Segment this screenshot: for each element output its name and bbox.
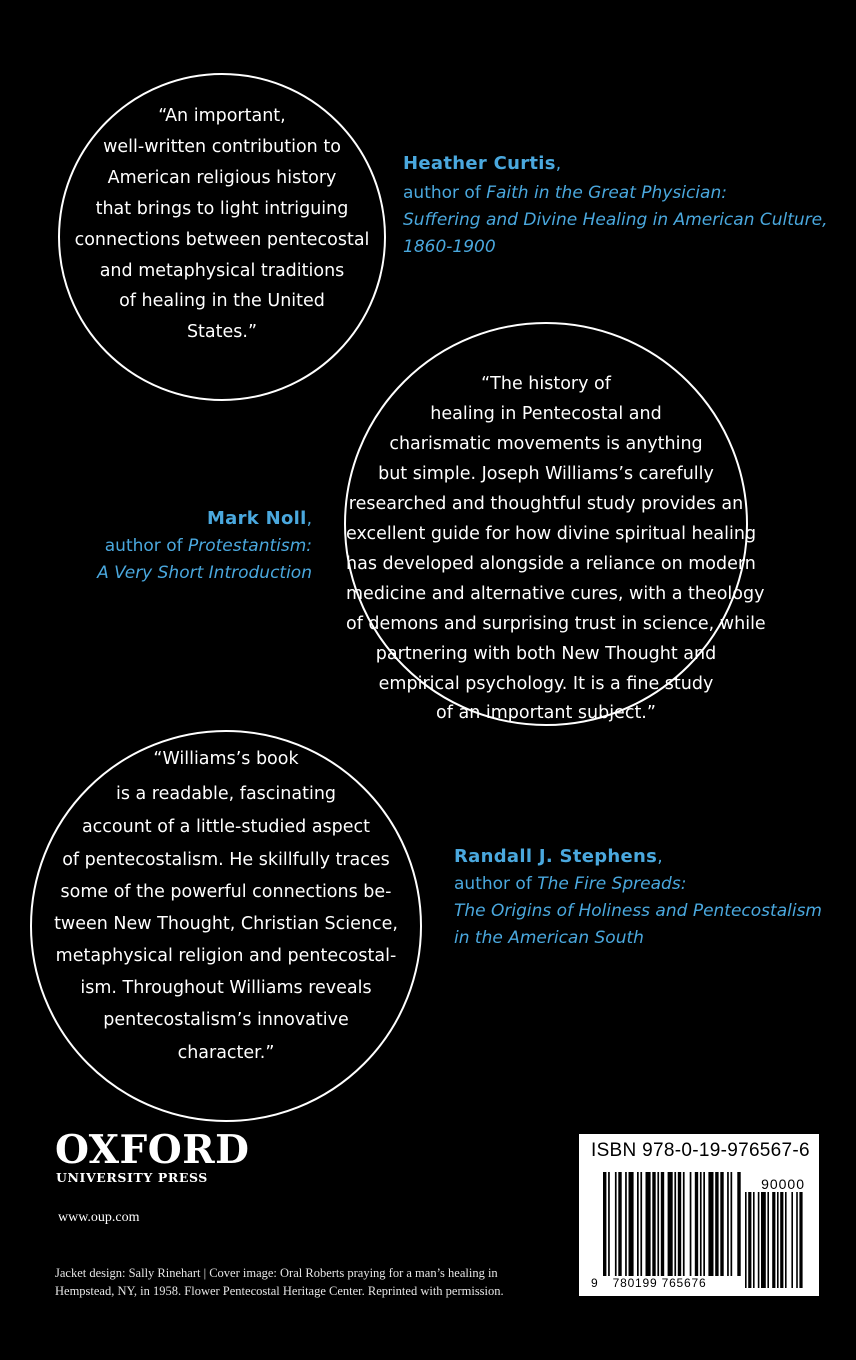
barcode-bar <box>625 1172 627 1276</box>
quote-2-line: but simple. Joseph Williams’s carefully <box>378 464 714 484</box>
barcode-bar <box>678 1172 681 1276</box>
ean-barcode-bars <box>579 1134 819 1296</box>
addon-barcode-bar <box>799 1192 802 1288</box>
barcode-bar <box>608 1172 610 1276</box>
barcode-bar <box>700 1172 702 1276</box>
quote-1-line: American religious history <box>107 168 337 188</box>
author-of-label: author of <box>104 536 188 556</box>
author-name-comma: , <box>657 847 663 867</box>
barcode-bar <box>657 1172 659 1276</box>
quote-1-line: connections between pentecostal <box>74 230 370 250</box>
quote-2-line: “The history of <box>481 374 611 394</box>
author-name-comma: , <box>555 154 562 174</box>
attribution-1-details <box>403 180 828 261</box>
publisher-url[interactable]: www.oup.com <box>58 1210 140 1225</box>
quote-2-line: researched and thoughtful study provides an <box>348 494 744 514</box>
barcode-digit-rest: 780199 765676 <box>612 1276 707 1290</box>
barcode-bar <box>708 1172 713 1276</box>
attribution-2 <box>97 505 312 587</box>
quote-circle-3 <box>30 730 422 1122</box>
addon-barcode-bar <box>767 1192 769 1288</box>
barcode-bar <box>603 1172 606 1276</box>
addon-barcode-bar <box>745 1192 747 1288</box>
book-title-line: The Fire Spreads: <box>537 874 687 894</box>
book-title-line: in the American South <box>454 928 644 948</box>
barcode-bar <box>690 1172 692 1276</box>
quote-2-line: partnering with both New Thought and <box>375 644 717 664</box>
book-title-line: The Origins of Holiness and Pentecostalism <box>454 901 822 921</box>
quote-3-line: some of the powerful connections be- <box>60 882 392 902</box>
attribution-3 <box>454 843 822 952</box>
publisher-logo-oxford: OXFORD <box>55 1127 250 1173</box>
barcode-bar <box>615 1172 617 1276</box>
quote-1-line: “An important, <box>158 106 286 126</box>
barcode-bar <box>683 1172 685 1276</box>
addon-barcode-bar <box>772 1192 775 1288</box>
barcode-bar <box>652 1172 655 1276</box>
barcode-bar <box>661 1172 664 1276</box>
barcode-bar <box>629 1172 634 1276</box>
author-name-comma: , <box>306 509 312 529</box>
quote-3-line: tween New Thought, Christian Science, <box>54 914 398 934</box>
price-code: 90000 <box>761 1176 805 1192</box>
credit-line-2: Hempstead, NY, in 1958. Flower Pentecostal Heritage Center. Reprinted with permission. <box>55 1284 504 1298</box>
quote-circle-2 <box>344 322 766 726</box>
barcode-bar <box>720 1172 723 1276</box>
addon-barcode-bar <box>791 1192 793 1288</box>
addon-barcode-bar <box>785 1192 787 1288</box>
quote-2-line: excellent guide for how divine spiritual healing <box>346 524 757 544</box>
quote-1-line: and metaphysical traditions <box>99 261 345 281</box>
barcode-bar <box>731 1172 733 1276</box>
jacket-credit <box>55 1264 575 1300</box>
addon-barcode-bar <box>777 1192 779 1288</box>
addon-barcode-bar <box>780 1192 783 1288</box>
isbn-barcode <box>579 1134 819 1296</box>
quote-3-line: account of a little-studied aspect <box>81 817 371 837</box>
author-name: Heather Curtis <box>403 153 556 174</box>
publisher-logo-press: UNIVERSITY PRESS <box>56 1170 208 1185</box>
quote-1-line: of healing in the United <box>119 291 325 311</box>
quote-3-line: metaphysical religion and pentecostal- <box>55 946 397 966</box>
quote-2-line: has developed alongside a reliance on modern <box>346 554 756 574</box>
quote-1-line: States.” <box>186 322 258 342</box>
credit-line-1: Jacket design: Sally Rinehart | Cover image: Oral Roberts praying for a man’s healing in <box>55 1266 498 1280</box>
quote-3-line: pentecostalism’s innovative <box>103 1010 349 1030</box>
barcode-digits <box>591 1276 706 1290</box>
quote-2-line: charismatic movements is anything <box>389 434 703 454</box>
barcode-bar <box>695 1172 698 1276</box>
author-name: Mark Noll <box>206 508 307 529</box>
barcode-bar <box>715 1172 718 1276</box>
book-title-line: Suffering and Divine Healing in American Culture, <box>403 210 828 230</box>
barcode-bar <box>737 1172 740 1276</box>
isbn-number: ISBN 978-0-19-976567-6 <box>591 1140 810 1161</box>
book-title-line: Protestantism: <box>187 536 312 556</box>
barcode-bar <box>668 1172 673 1276</box>
barcode-bar <box>637 1172 639 1276</box>
quote-3-line: is a readable, fascinating <box>115 784 337 804</box>
quote-2-line: of demons and surprising trust in science, while <box>346 614 766 634</box>
quote-2-line: of an important subject.” <box>436 703 656 723</box>
addon-barcode-bar <box>796 1192 798 1288</box>
quote-3-line: ism. Throughout Williams reveals <box>80 978 372 998</box>
barcode-bar <box>618 1172 621 1276</box>
book-title-line: 1860-1900 <box>403 237 496 257</box>
addon-barcode-bar <box>761 1192 766 1288</box>
quote-3-line: of pentecostalism. He skillfully traces <box>62 850 390 870</box>
quote-1-line: well-written contribution to <box>103 137 341 157</box>
quote-2-line: healing in Pentecostal and <box>430 404 662 424</box>
barcode-bar <box>640 1172 642 1276</box>
quote-circle-1 <box>58 73 386 401</box>
author-name: Randall J. Stephens <box>454 846 658 867</box>
book-title-line: A Very Short Introduction <box>97 563 312 583</box>
addon-barcode-bar <box>753 1192 755 1288</box>
barcode-bar <box>674 1172 676 1276</box>
quote-1-line: that brings to light intriguing <box>95 199 349 219</box>
barcode-digit-first: 9 <box>591 1276 599 1290</box>
addon-barcode-bar <box>758 1192 760 1288</box>
author-of-label: author of <box>403 183 487 203</box>
book-title-line: Faith in the Great Physician: <box>486 183 727 203</box>
quote-3-line: character.” <box>177 1043 275 1063</box>
quote-3-line: “Williams’s book <box>153 749 299 769</box>
barcode-bar <box>703 1172 705 1276</box>
addon-barcode-bar <box>748 1192 751 1288</box>
attribution-1 <box>403 150 561 178</box>
author-of-label: author of <box>454 874 538 894</box>
barcode-bar <box>646 1172 651 1276</box>
quote-2-line: empirical psychology. It is a fine study <box>378 674 714 694</box>
quote-2-line: medicine and alternative cures, with a theology <box>346 584 765 604</box>
barcode-bar <box>727 1172 729 1276</box>
